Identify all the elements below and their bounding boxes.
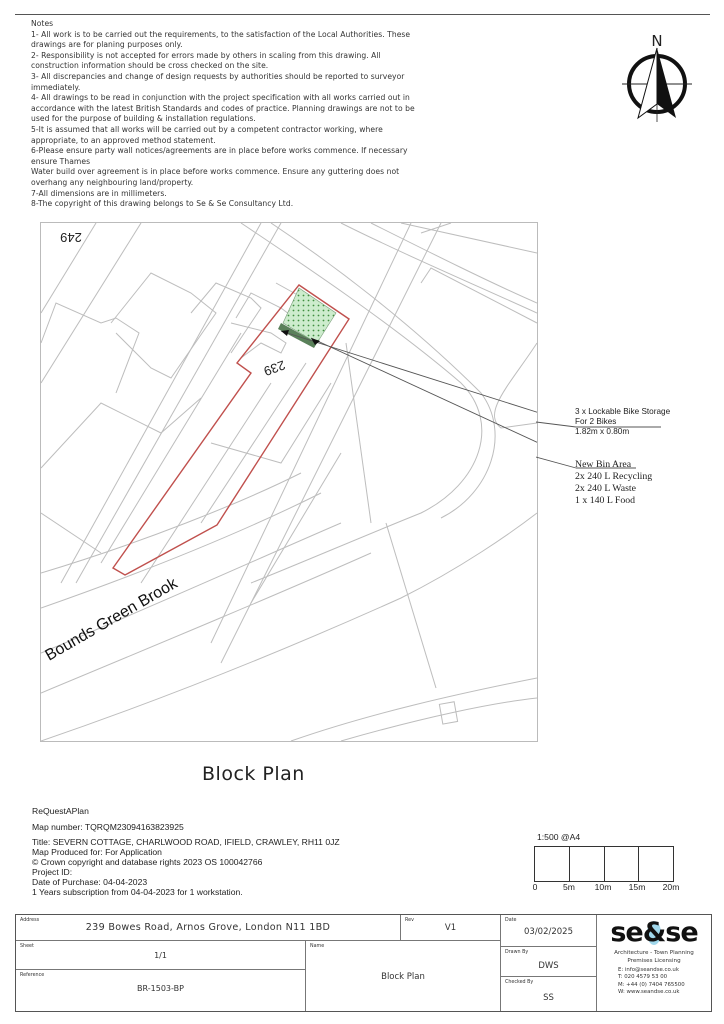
address-cell <box>16 915 401 941</box>
note-line: 8-The copyright of this drawing belongs to Se & Se Consultancy Ltd. <box>31 199 294 209</box>
street-label: Bounds Green Brook <box>42 575 181 665</box>
note-line: 3- All discrepancies and change of design requests by authorities should be reported to surveyor <box>31 71 405 81</box>
house-number-label: 249 <box>60 230 82 245</box>
title-block <box>15 914 712 1012</box>
licence-line: Map Produced for: For Application <box>32 847 162 858</box>
bin-area-item: 1 x 140 L Food <box>575 495 636 506</box>
scale-tick: 20m <box>662 882 680 892</box>
notes-block <box>31 19 471 210</box>
reference-cell <box>16 970 306 1011</box>
note-line: overhang any neighbouring land/property. <box>31 177 194 187</box>
bike-storage-callout <box>575 407 670 437</box>
name-label: Name <box>310 944 325 949</box>
drawn-by-cell <box>501 947 597 977</box>
scale-tick: 10m <box>594 882 612 892</box>
company-contact <box>597 967 711 997</box>
bin-area-title: New Bin Area <box>575 459 632 470</box>
note-line: 2- Responsibility is not accepted for errors made by others in scaling from this drawing. All <box>31 50 381 60</box>
licence-line: Date of Purchase: 04-04-2023 <box>32 877 148 888</box>
licence-line: Project ID: <box>32 867 73 878</box>
bin-area-item: 2x 240 L Waste <box>575 483 636 494</box>
date-cell <box>501 915 597 947</box>
drawing-title: Block Plan <box>202 763 305 785</box>
note-line: 4- All drawings to be read in conjunction with the project specification with all works carried out in <box>31 93 410 103</box>
name-value: Block Plan <box>381 972 425 982</box>
bike-storage-size: 1.82m x 0.80m <box>575 427 630 436</box>
note-line: 1- All work is to be carried out the requirements, to the satisfaction of the Local Authorities. These <box>31 29 411 39</box>
scale-label: 1:500 @A4 <box>537 832 581 842</box>
note-line: 7-All dimensions are in millimeters. <box>31 188 167 198</box>
licence-line: Title: SEVERN COTTAGE, CHARLWOOD ROAD, IFIELD, CRAWLEY, RH11 0JZ <box>32 837 340 847</box>
rev-value: V1 <box>444 923 457 933</box>
licence-line: © Crown copyright and database rights 2023 OS 100042766 <box>32 857 263 868</box>
name-cell <box>306 941 501 1011</box>
map-number: Map number: TQRQM23094163823925 <box>32 822 184 832</box>
reference-label: Reference <box>20 973 45 978</box>
notes-heading: Notes <box>31 19 54 28</box>
note-line: Water build over agreement is in place before works commence. Ensure any guttering does not <box>31 167 400 177</box>
reference-value: BR-1503-BP <box>137 984 184 993</box>
company-phone: T: 020 4579 53 00 <box>618 974 668 981</box>
north-arrow-icon <box>620 26 695 126</box>
scale-tick: 5m <box>563 882 575 892</box>
north-label: N <box>651 32 663 50</box>
company-services: Architecture - Town Planning Premises Licensing <box>614 950 694 964</box>
rev-label: Rev <box>405 918 414 923</box>
company-logo-block <box>597 915 711 1011</box>
scale-tick: 15m <box>628 882 646 892</box>
note-line: 5-It is assumed that all works will be carried out by a competent contractor working, where <box>31 124 383 134</box>
checked-by-label: Checked By <box>505 980 534 985</box>
note-line: 6-Please ensure party wall notices/agreements are in place before works commence. If necessary <box>31 146 408 156</box>
map-licence-info <box>32 806 340 898</box>
scale-boxes <box>534 846 674 882</box>
licence-brand: ReQuestAPlan <box>32 806 89 816</box>
sheet-label: Sheet <box>20 944 34 949</box>
site-map <box>40 222 538 742</box>
company-email: E: info@seandse.co.uk <box>618 967 679 973</box>
sheet-cell <box>16 941 306 970</box>
bike-storage-capacity: For 2 Bikes <box>575 417 617 426</box>
house-number-label: 239 <box>261 357 288 379</box>
note-line: construction information should be cross checked on the site. <box>31 61 269 71</box>
rev-cell <box>401 915 501 941</box>
note-line: immediately. <box>31 82 81 92</box>
bin-area-item: 2x 240 L Recycling <box>575 471 653 482</box>
address-value: 239 Bowes Road, Arnos Grove, London N11 1BD <box>85 922 331 933</box>
note-line: appropriate, to an approved method statement. <box>31 135 216 145</box>
drawn-by-value: DWS <box>538 961 559 971</box>
date-value: 03/02/2025 <box>524 927 573 937</box>
company-web: W: www.seandse.co.uk <box>618 989 680 996</box>
company-logo: se&se <box>610 917 698 948</box>
scale-bar <box>533 832 693 892</box>
bike-storage-title: 3 x Lockable Bike Storage <box>575 407 671 416</box>
note-line: ensure Thames <box>31 156 91 166</box>
note-line: used for the purpose of building & installation regulations. <box>31 114 256 124</box>
sheet-value: 1/1 <box>154 951 167 960</box>
drawn-by-label: Drawn By <box>505 950 529 955</box>
date-label: Date <box>505 918 517 923</box>
address-label: Address <box>20 918 40 923</box>
checked-by-cell <box>501 977 597 1011</box>
company-mobile: M: +44 (0) 7404 765500 <box>618 981 685 988</box>
note-line: accordance with the latest British Standards and codes of practice. Planning drawings are not to be <box>31 103 415 113</box>
licence-line: 1 Years subscription from 04-04-2023 for 1 workstation. <box>32 887 243 898</box>
checked-by-value: SS <box>543 993 554 1003</box>
scale-tick: 0 <box>532 882 538 892</box>
note-line: drawings are for planing purposes only. <box>31 40 183 50</box>
bin-area-callout <box>575 459 652 507</box>
